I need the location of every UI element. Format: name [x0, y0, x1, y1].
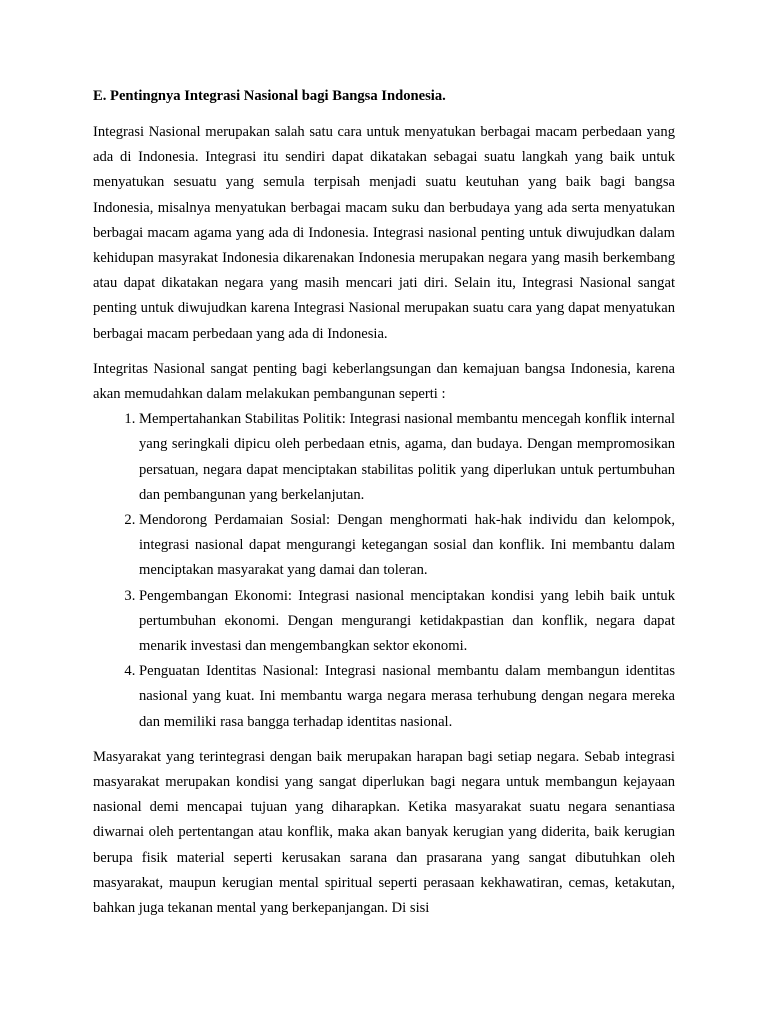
paragraph-importance: Integritas Nasional sangat penting bagi keberlangsungan dan kemajuan bangsa Indonesia, karena akan memudahkan dalam melakukan pembangunan seperti :: [93, 360, 675, 403]
section-heading: E. Pentingnya Integrasi Nasional bagi Bangsa Indonesia.: [93, 88, 446, 104]
paragraph-intro: Integrasi Nasional merupakan salah satu cara untuk menyatukan berbagai macam perbedaan yang ada di Indonesia. Integrasi itu sendiri dapat dikatakan sebagai suatu langkah yang baik untuk menyatukan sesuatu yang semula terpisah menjadi suatu keutuhan yang baik bagi bangsa Indonesia, misalnya menyatukan berbagai macam suku dan berbudaya yang ada serta menyatukan berbagai macam agama yang ada di Indonesia. Integrasi nasional penting untuk diwujudkan dalam kehidupan masyrakat Indonesia dikarenakan Indonesia merupakan negara yang masih berkembang atau dapat dikatakan negara yang masih mencari jati diri. Selain itu, Integrasi Nasional sangat penting untuk diwujudkan karena Integrasi Nasional merupakan suatu cara yang dapat menyatukan berbagai macam perbedaan yang ada di Indonesia.: [93, 124, 675, 342]
document-page: [93, 85, 675, 931]
list-item: 4. Penguatan Identitas Nasional: Integrasi nasional membantu dalam membangun identitas nasional yang kuat. Ini membantu warga negara merasa terhubung dengan negara mereka dan memiliki rasa bangga terhadap identitas nasional.: [139, 659, 675, 735]
paragraph-society: Masyarakat yang terintegrasi dengan baik merupakan harapan bagi setiap negara. Sebab integrasi masyarakat merupakan kondisi yang sangat diperlukan bagi negara untuk membangun kejayaan nasional demi mencapai tujuan yang diharapkan. Ketika masyarakat suatu negara senantiasa diwarnai oleh pertentangan atau konflik, maka akan banyak kerugian yang diderita, baik kerugian berupa fisik material seperti kerusakan sarana dan prasarana yang sangat dibutuhkan oleh masyarakat, maupun kerugian mental spiritual seperti perasaan kekhawatiran, cemas, ketakutan, bahkan juga tekanan mental yang berkepanjangan. Di sisi: [93, 748, 675, 917]
list-item: 2. Mendorong Perdamaian Sosial: Dengan menghormati hak-hak individu dan kelompok, integrasi nasional dapat mengurangi ketegangan sosial dan konflik. Ini membantu dalam menciptakan masyarakat yang damai dan toleran.: [139, 508, 675, 584]
list-item: 1. Mempertahankan Stabilitas Politik: Integrasi nasional membantu mencegah konflik internal yang seringkali dipicu oleh perbedaan etnis, agama, dan budaya. Dengan mempromosikan persatuan, negara dapat menciptakan stabilitas politik yang diperlukan untuk pertumbuhan dan pembangunan yang berkelanjutan.: [139, 407, 675, 508]
benefits-list: [93, 407, 675, 735]
list-item: 3. Pengembangan Ekonomi: Integrasi nasional menciptakan kondisi yang lebih baik untuk pertumbuhan ekonomi. Dengan mengurangi ketidakpastian dan konflik, negara dapat menarik investasi dan mengembangkan sektor ekonomi.: [139, 584, 675, 660]
